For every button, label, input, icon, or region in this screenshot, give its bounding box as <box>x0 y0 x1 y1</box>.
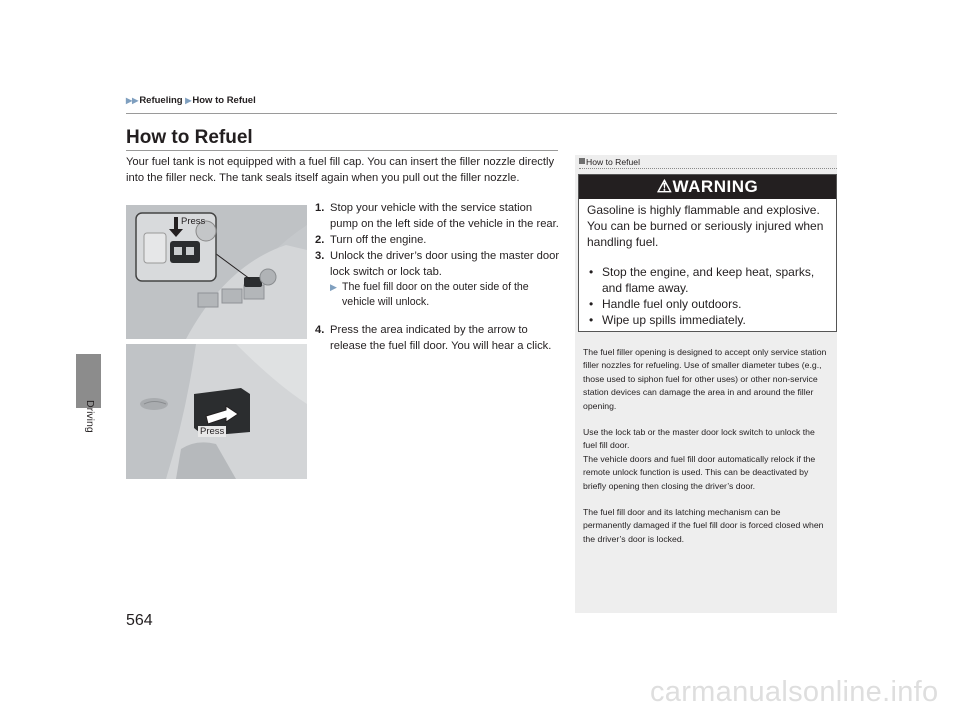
sidebar-paragraph: The fuel fill door and its latching mechanism can be permanently damaged if the fuel fill door is forced closed when the driver’s door is locked. <box>583 507 824 544</box>
warning-banner <box>579 175 836 199</box>
warning-list-item: • Handle fuel only outdoors. <box>587 296 832 312</box>
page-number: 564 <box>126 612 153 629</box>
step-item <box>315 248 560 280</box>
step-number: 2. <box>315 234 325 246</box>
step-item <box>315 232 560 248</box>
press-label: Press <box>200 426 225 437</box>
sidebar-heading-text: How to Refuel <box>586 157 640 167</box>
press-label: Press <box>181 216 206 227</box>
arrow-icon: ▶ <box>330 282 337 292</box>
warning-icon: ⚠ <box>656 177 673 196</box>
step-sub-text: The fuel fill door on the outer side of the vehicle will unlock. <box>342 281 529 308</box>
breadcrumb-section[interactable]: Refueling <box>139 95 183 106</box>
square-icon <box>579 158 585 164</box>
warning-list <box>587 264 832 328</box>
intro-paragraph: Your fuel tank is not equipped with a fuel fill cap. You can insert the filler nozzle directly into the filler neck. The tank seals itself again when you pull out the filler nozzle. <box>126 156 555 184</box>
warning-list-item: • Stop the engine, and keep heat, sparks, and flame away. <box>587 264 832 296</box>
sidebar-heading <box>579 157 640 167</box>
breadcrumb-page[interactable]: How to Refuel <box>192 95 256 106</box>
title-divider <box>126 150 558 151</box>
step-number: 1. <box>315 202 325 214</box>
step-text: Turn off the engine. <box>330 234 427 246</box>
steps-list <box>315 200 560 354</box>
step-number: 3. <box>315 250 325 262</box>
sidebar-paragraph: The fuel filler opening is designed to accept only service station filler nozzles for refueling. Use of smaller diameter tubes (e.g., those used to siphon fuel for other uses) or other non-service station devices can damage the area in and around the filler opening. <box>583 347 827 411</box>
step-number: 4. <box>315 324 325 336</box>
section-tab-label: Driving <box>84 400 96 433</box>
warning-text: Gasoline is highly flammable and explosive. You can be burned or seriously injured when handling fuel. <box>587 203 824 249</box>
header-divider <box>126 113 837 114</box>
step-text: Unlock the driver’s door using the master door lock switch or lock tab. <box>330 250 560 278</box>
step-text: Press the area indicated by the arrow to release the fuel fill door. You will hear a click. <box>330 324 552 352</box>
sidebar-paragraph: Use the lock tab or the master door lock switch to unlock the fuel fill door. The vehicle doors and fuel fill door automatically relock if the remote unlock function is used. This can be deactivated by briefly opening then closing the driver’s door. <box>583 427 816 491</box>
breadcrumb <box>126 95 256 106</box>
watermark: carmanualsonline.info <box>650 676 939 708</box>
door-switch-illustration <box>126 205 307 339</box>
arrow-icon: ▶▶ <box>126 96 139 105</box>
fuel-door-illustration <box>126 344 307 479</box>
step-sub-item <box>315 280 560 310</box>
arrow-icon: ▶ <box>185 96 192 105</box>
step-item <box>315 200 560 232</box>
step-item <box>315 322 560 354</box>
warning-list-item: • Wipe up spills immediately. <box>587 312 832 328</box>
warning-title: WARNING <box>672 177 759 196</box>
step-text: Stop your vehicle with the service station pump on the left side of the vehicle in the rear. <box>330 202 559 230</box>
sidebar-body <box>583 346 829 559</box>
fuel-door-photo <box>126 344 307 479</box>
door-switch-photo <box>126 205 307 339</box>
page-title: How to Refuel <box>126 127 253 148</box>
sidebar-divider <box>579 168 837 169</box>
